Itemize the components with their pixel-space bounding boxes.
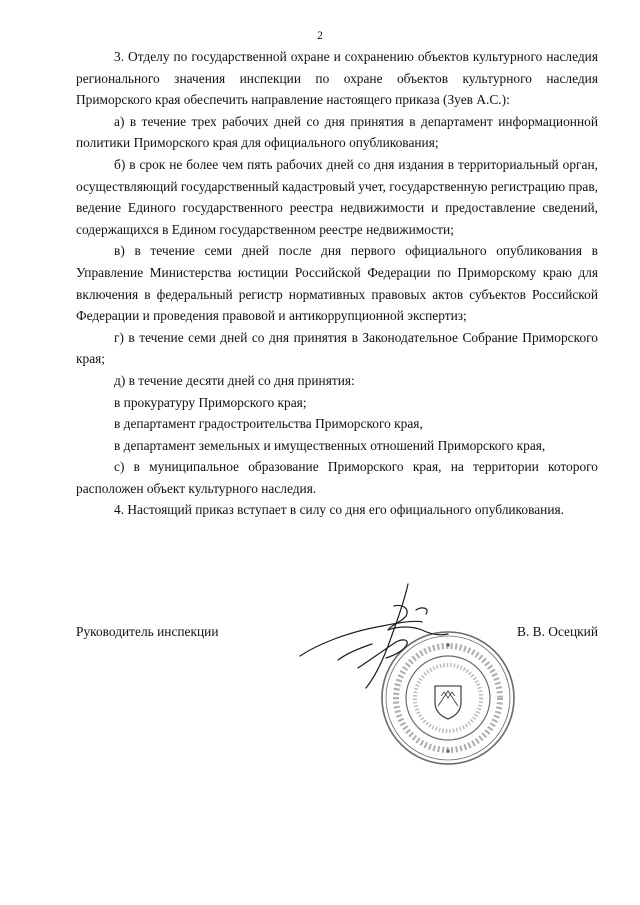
- signatory-name: В. В. Осецкий: [517, 624, 598, 639]
- signatory-position: Руководитель инспекции: [76, 624, 219, 639]
- paragraph-3g: г) в течение семи дней со дня принятия в Законодательное Собрание Приморского края;: [76, 329, 598, 367]
- document-body: [76, 46, 598, 521]
- paragraph-3: 3. Отделу по государственной охране и сохранению объектов культурного наследия регионального значения инспекции по охране объектов культурного наследия Приморского края обеспечить направление настоящего приказа (Зуев А.С.):: [76, 49, 598, 108]
- paragraph-3d-land-relations: в департамент земельных и имущественных отношений Приморского края,: [114, 437, 546, 453]
- paragraph-3a: а) в течение трех рабочих дней со дня принятия в департамент информационной политики Приморского края для официального опубликования;: [76, 113, 598, 151]
- paragraph-3d: д) в течение десяти дней со дня принятия:: [114, 372, 355, 388]
- paragraph-3d-prosecutor: в прокуратуру Приморского края;: [114, 394, 307, 410]
- page-number: 2: [317, 30, 323, 42]
- paragraph-3d-urban-planning: в департамент градостроительства Приморского края,: [114, 416, 423, 432]
- paragraph-3b: б) в срок не более чем пять рабочих дней со дня издания в территориальный орган, осуществляющий государственный кадастровый учет, государственную регистрацию прав, ведение Единого государственного реестра недвижимости и предоставление сведений, содержащихся в Едином государственном реестре недвижимости;: [76, 156, 598, 237]
- paragraph-4: 4. Настоящий приказ вступает в силу со дня его официального опубликования.: [114, 502, 564, 518]
- paragraph-3e: с) в муниципальное образование Приморского края, на территории которого расположен объект культурного наследия.: [76, 459, 598, 496]
- paragraph-3v: в) в течение семи дней после дня первого официального опубликования в Управление Министерства юстиции Российской Федерации по Приморскому краю для включения в федеральный регистр нормативных правовых актов субъектов Российской Федерации и проведения правовой и антикоррупционной экспертиз;: [76, 243, 598, 324]
- signature-block: [76, 624, 598, 644]
